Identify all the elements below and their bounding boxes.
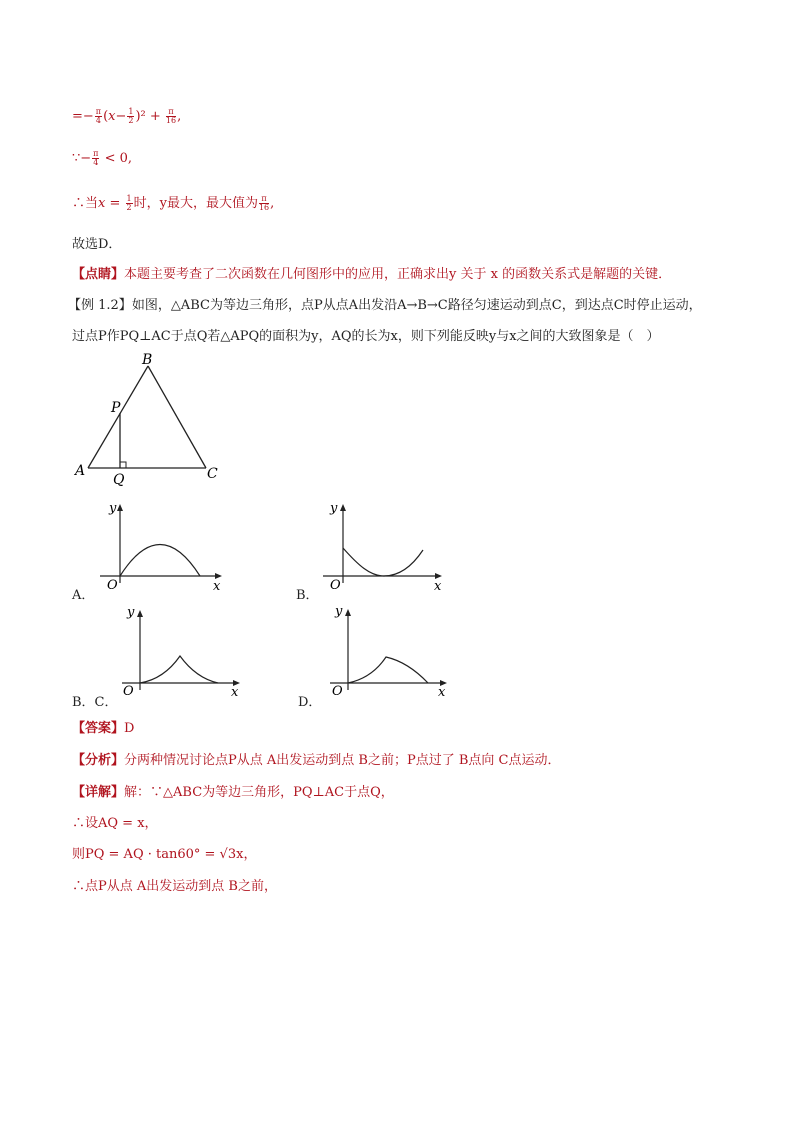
option-c-label: B．C． <box>72 695 118 710</box>
analysis-line <box>72 749 560 768</box>
solution-line-4: 故选D． <box>72 237 122 252</box>
axis-x-label: x <box>213 579 221 594</box>
option-d-label: D． <box>298 695 322 710</box>
y-arrow-icon <box>345 609 351 616</box>
origin-label: O <box>123 684 134 699</box>
option-a-graph <box>95 495 235 595</box>
detail-line-4: ∴点P从点 A出发运动到点 B之前， <box>72 879 277 894</box>
option-b-label: B． <box>296 588 319 603</box>
y-arrow-icon <box>340 504 346 511</box>
answer-tag: 【答案】 <box>72 721 125 736</box>
detail-text-1: 解：∵△ABC为等边三角形，PQ⊥AC于点Q， <box>124 785 394 800</box>
comment-tag: 【点睛】 <box>72 267 125 282</box>
axis-x-label: x <box>231 685 239 700</box>
option-b-graph <box>318 495 458 595</box>
comment-line <box>72 263 671 282</box>
triangle-figure <box>70 350 230 490</box>
origin-label: O <box>332 684 343 699</box>
curve-a <box>120 545 200 577</box>
curve-c <box>140 656 218 683</box>
label-a: A <box>75 463 86 479</box>
comment-text: 本题主要考查了二次函数在几何图形中的应用，正确求出y 关于 x 的函数关系式是解题的关键． <box>124 267 672 282</box>
detail-line-2: ∴设AQ = x， <box>72 816 158 831</box>
label-p: P <box>111 400 121 416</box>
origin-label: O <box>330 578 341 593</box>
option-d-graph <box>326 600 466 700</box>
y-arrow-icon <box>117 504 123 511</box>
solution-line-2: ∵− $\frac{\pi}{4}$ < 0, <box>72 149 133 167</box>
label-b: B <box>142 352 153 368</box>
example-text-1: 如图，△ABC为等边三角形，点P从点A出发沿A→B→C路径匀速运动到点C，到达点C时停止运动， <box>131 298 702 313</box>
side-ab <box>88 366 148 468</box>
axis-x-label: x <box>434 579 442 594</box>
option-c-graph <box>118 602 258 702</box>
label-c: C <box>207 466 218 482</box>
axis-x-label: x <box>438 685 446 700</box>
label-q: Q <box>113 472 125 488</box>
curve-b <box>343 548 423 576</box>
example-label: 【例 1.2】 <box>68 298 132 313</box>
analysis-tag: 【分析】 <box>72 753 125 768</box>
origin-label: O <box>107 578 118 593</box>
answer-value: D <box>124 721 135 736</box>
axis-y-label: y <box>109 501 117 516</box>
axis-y-label: y <box>127 605 135 620</box>
axis-y-label: y <box>335 604 343 619</box>
curve-d <box>348 657 428 683</box>
example-line-2: 过点P作PQ⊥AC于点Q若△APQ的面积为y，AQ的长为x，则下列能反映y与x之间的大致图象是（ ） <box>72 329 660 344</box>
detail-tag: 【详解】 <box>72 785 125 800</box>
solution-line-1: =− $\frac{\pi}{4}$ (x− $\frac{1}{2}$ )² + $\frac{\pi}{16}$ , <box>72 107 182 125</box>
y-arrow-icon <box>137 610 143 617</box>
analysis-text: 分两种情况讨论点P从点 A出发运动到点 B之前；P点过了 B点向 C点运动． <box>124 753 561 768</box>
right-angle-mark <box>120 462 126 468</box>
option-a-label: A． <box>72 588 95 603</box>
example-line-1 <box>68 294 702 313</box>
detail-line-1 <box>72 781 394 800</box>
solution-line-3: ∴当x = $\frac{1}{2}$ 时，y最大，最大值为 $\frac{\pi}{16}$ , <box>72 194 275 212</box>
detail-line-3: 则PQ = AQ · tan60° = √3x， <box>72 847 257 862</box>
answer-line <box>72 717 134 736</box>
side-bc <box>148 366 206 468</box>
axis-y-label: y <box>330 501 338 516</box>
